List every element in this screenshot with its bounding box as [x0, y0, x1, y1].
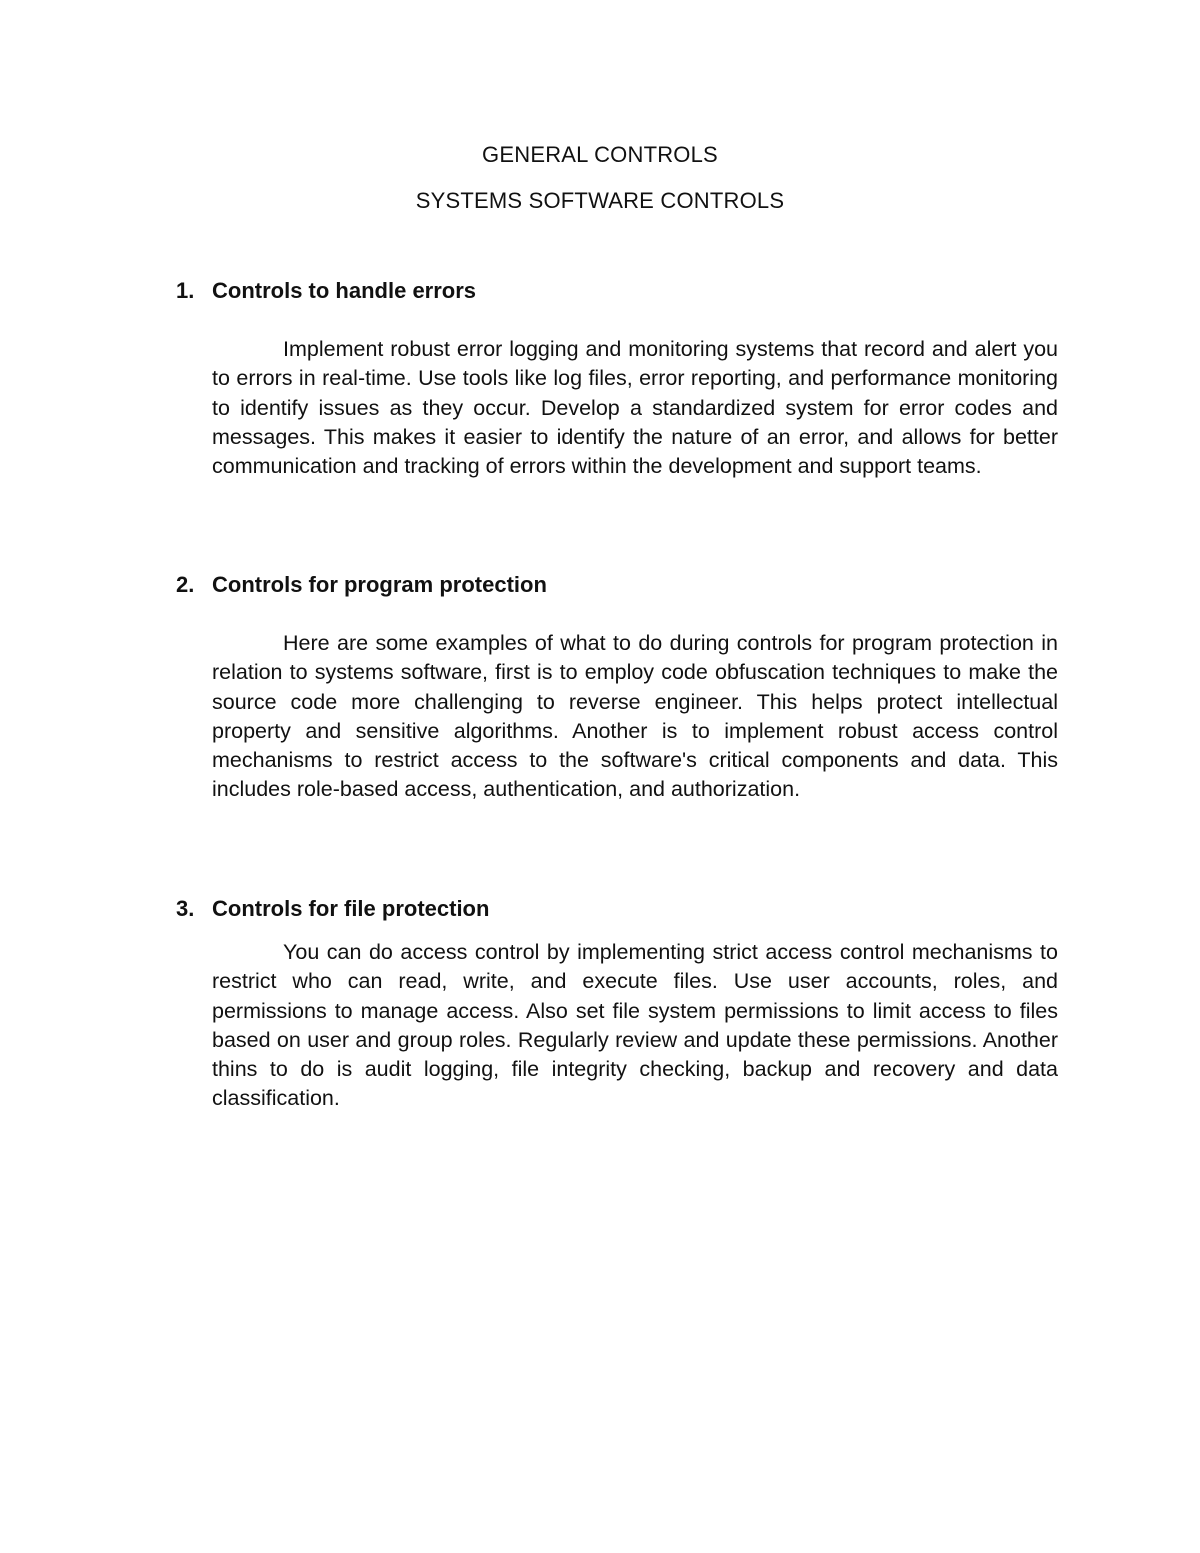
section-title: Controls for file protection [212, 896, 490, 921]
section-paragraph: You can do access control by implementing strict access control mechanisms to restrict who can read, write, and execute files. Use user accounts, roles, and permissions to manage access. Also set file system permissions to limit access to files based on user and group roles. Regularly review and update these permissions. Another thins to do is audit logging, file integrity checking, backup and recovery and data classification. [212, 940, 1058, 1111]
section-title: Controls for program protection [212, 572, 547, 597]
section-file-protection [176, 894, 1058, 1114]
section-program-protection [176, 570, 1058, 805]
section-number: 3. [176, 896, 195, 921]
document-title: GENERAL CONTROLS [482, 142, 718, 167]
section-number: 2. [176, 572, 195, 597]
section-heading [176, 276, 1058, 306]
section-number: 1. [176, 278, 195, 303]
section-title: Controls to handle errors [212, 278, 477, 303]
section-paragraph: Here are some examples of what to do during controls for program protection in relation to systems software, first is to employ code obfuscation techniques to make the source code more challenging to reverse engineer. This helps protect intellectual property and sensitive algorithms. Another is to implement robust access control mechanisms to restrict access to the software's critical components and data. This includes role-based access, authentication, and authorization. [212, 631, 1058, 802]
section-heading [176, 570, 1058, 600]
section-paragraph: Implement robust error logging and monitoring systems that record and alert you to errors in real-time. Use tools like log files, error reporting, and performance monitoring to identify issues as they occur. Develop a standardized system for error codes and messages. This makes it easier to identify the nature of an error, and allows for better communication and tracking of errors within the development and support teams. [212, 337, 1058, 479]
title-block [0, 140, 1200, 216]
section-heading [176, 894, 1058, 924]
section-error-handling [176, 276, 1058, 481]
document-subtitle: SYSTEMS SOFTWARE CONTROLS [415, 188, 785, 213]
